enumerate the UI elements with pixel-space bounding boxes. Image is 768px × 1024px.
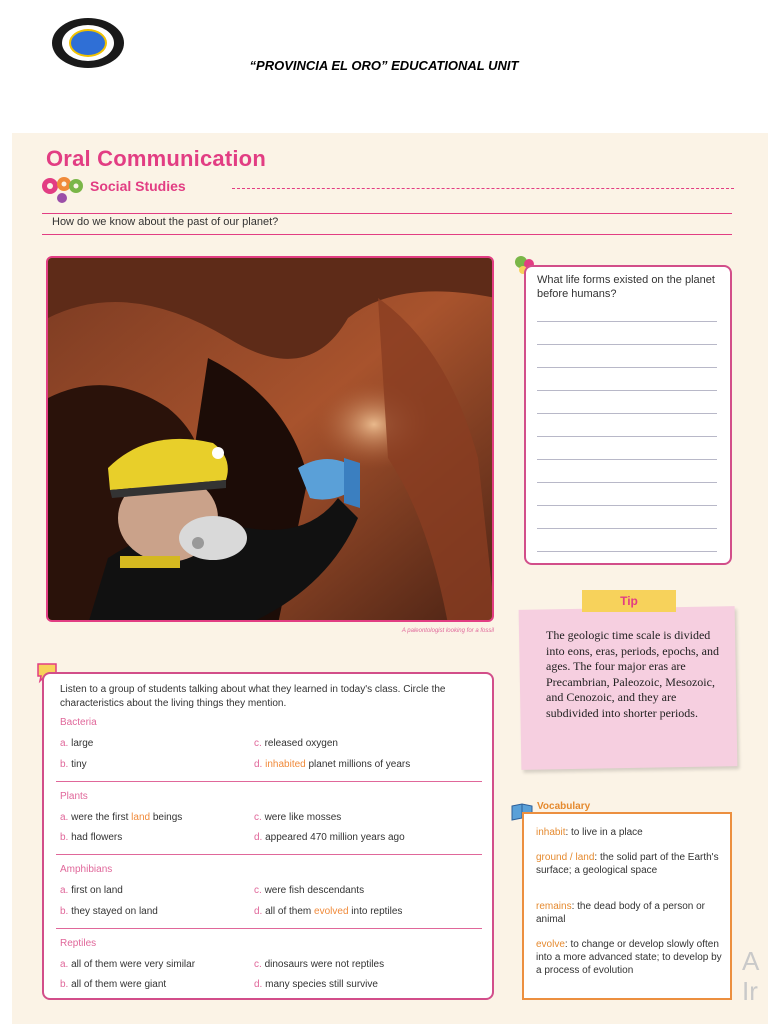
category-amphibians: Amphibians	[60, 864, 113, 875]
answer-line[interactable]	[537, 321, 717, 322]
answer-line[interactable]	[537, 413, 717, 414]
answer-box	[524, 265, 732, 565]
option-reptiles-a[interactable]: a. all of them were very similar	[60, 959, 196, 970]
tip-text: The geologic time scale is divided into eons, eras, periods, epochs, and ages. The four major eras are Precambrian, Paleozoic, Mesozoic, and Cenozoic, and they are subdivided into shorter periods.	[546, 628, 719, 720]
answer-line[interactable]	[537, 505, 717, 506]
option-bacteria-b[interactable]: b. tiny	[60, 759, 87, 770]
activity-instructions: Listen to a group of students talking about what they learned in today's class. Circle the characteristics about the living things they mention.	[60, 684, 446, 709]
tip-label: Tip	[582, 590, 676, 612]
vocab-item-remains: remains: the dead body of a person or animal	[536, 901, 706, 925]
option-amphibians-c[interactable]: c. were fish descendants	[254, 885, 365, 896]
photo-caption: A paleontologist looking for a fossil	[401, 628, 494, 634]
category-divider	[56, 781, 482, 782]
answer-line[interactable]	[537, 367, 717, 368]
answer-line[interactable]	[537, 551, 717, 552]
option-bacteria-a[interactable]: a. large	[60, 738, 94, 749]
option-bacteria-d[interactable]: d. inhabited planet millions of years	[254, 759, 411, 770]
answer-line[interactable]	[537, 344, 717, 345]
vocab-item-ground-land: ground / land: the solid part of the Earth's surface; a geological space	[536, 852, 719, 876]
option-reptiles-d[interactable]: d. many species still survive	[254, 979, 378, 990]
answer-line[interactable]	[537, 436, 717, 437]
answer-line[interactable]	[537, 390, 717, 391]
answer-line[interactable]	[537, 459, 717, 460]
cave-photo	[46, 256, 494, 622]
school-name: “PROVINCIA EL ORO” EDUCATIONAL UNIT	[249, 58, 519, 73]
main-question: How do we know about the past of our planet?	[52, 216, 279, 228]
option-amphibians-b[interactable]: b. they stayed on land	[60, 906, 158, 917]
option-plants-c[interactable]: c. were like mosses	[254, 812, 342, 823]
subject-heading: Social Studies	[90, 178, 186, 194]
category-reptiles: Reptiles	[60, 938, 97, 949]
option-amphibians-d[interactable]: d. all of them evolved into reptiles	[254, 906, 403, 917]
option-plants-b[interactable]: b. had flowers	[60, 832, 123, 843]
option-plants-a[interactable]: a. were the first land beings	[60, 812, 183, 823]
answer-line[interactable]	[537, 528, 717, 529]
option-plants-d[interactable]: d. appeared 470 million years ago	[254, 832, 405, 843]
option-reptiles-c[interactable]: c. dinosaurs were not reptiles	[254, 959, 385, 970]
cut-off-side-text: A Ir	[742, 946, 760, 1006]
category-divider	[56, 928, 482, 929]
vocabulary-title: Vocabulary	[537, 801, 591, 812]
gears-icon	[40, 174, 86, 204]
life-forms-question: What life forms existed on the planet before humans?	[537, 274, 715, 300]
category-bacteria: Bacteria	[60, 717, 97, 728]
vocab-item-evolve: evolve: to change or develop slowly often into a more advanced state; to develop by a process of evolution	[536, 939, 722, 976]
category-plants: Plants	[60, 791, 88, 802]
option-reptiles-b[interactable]: b. all of them were giant	[60, 979, 167, 990]
option-amphibians-a[interactable]: a. first on land	[60, 885, 123, 896]
answer-line[interactable]	[537, 482, 717, 483]
option-bacteria-c[interactable]: c. released oxygen	[254, 738, 338, 749]
page-title: Oral Communication	[46, 146, 266, 171]
category-divider	[56, 854, 482, 855]
dashed-divider	[232, 188, 734, 189]
vocab-item-inhabit: inhabit: to live in a place	[536, 827, 643, 838]
